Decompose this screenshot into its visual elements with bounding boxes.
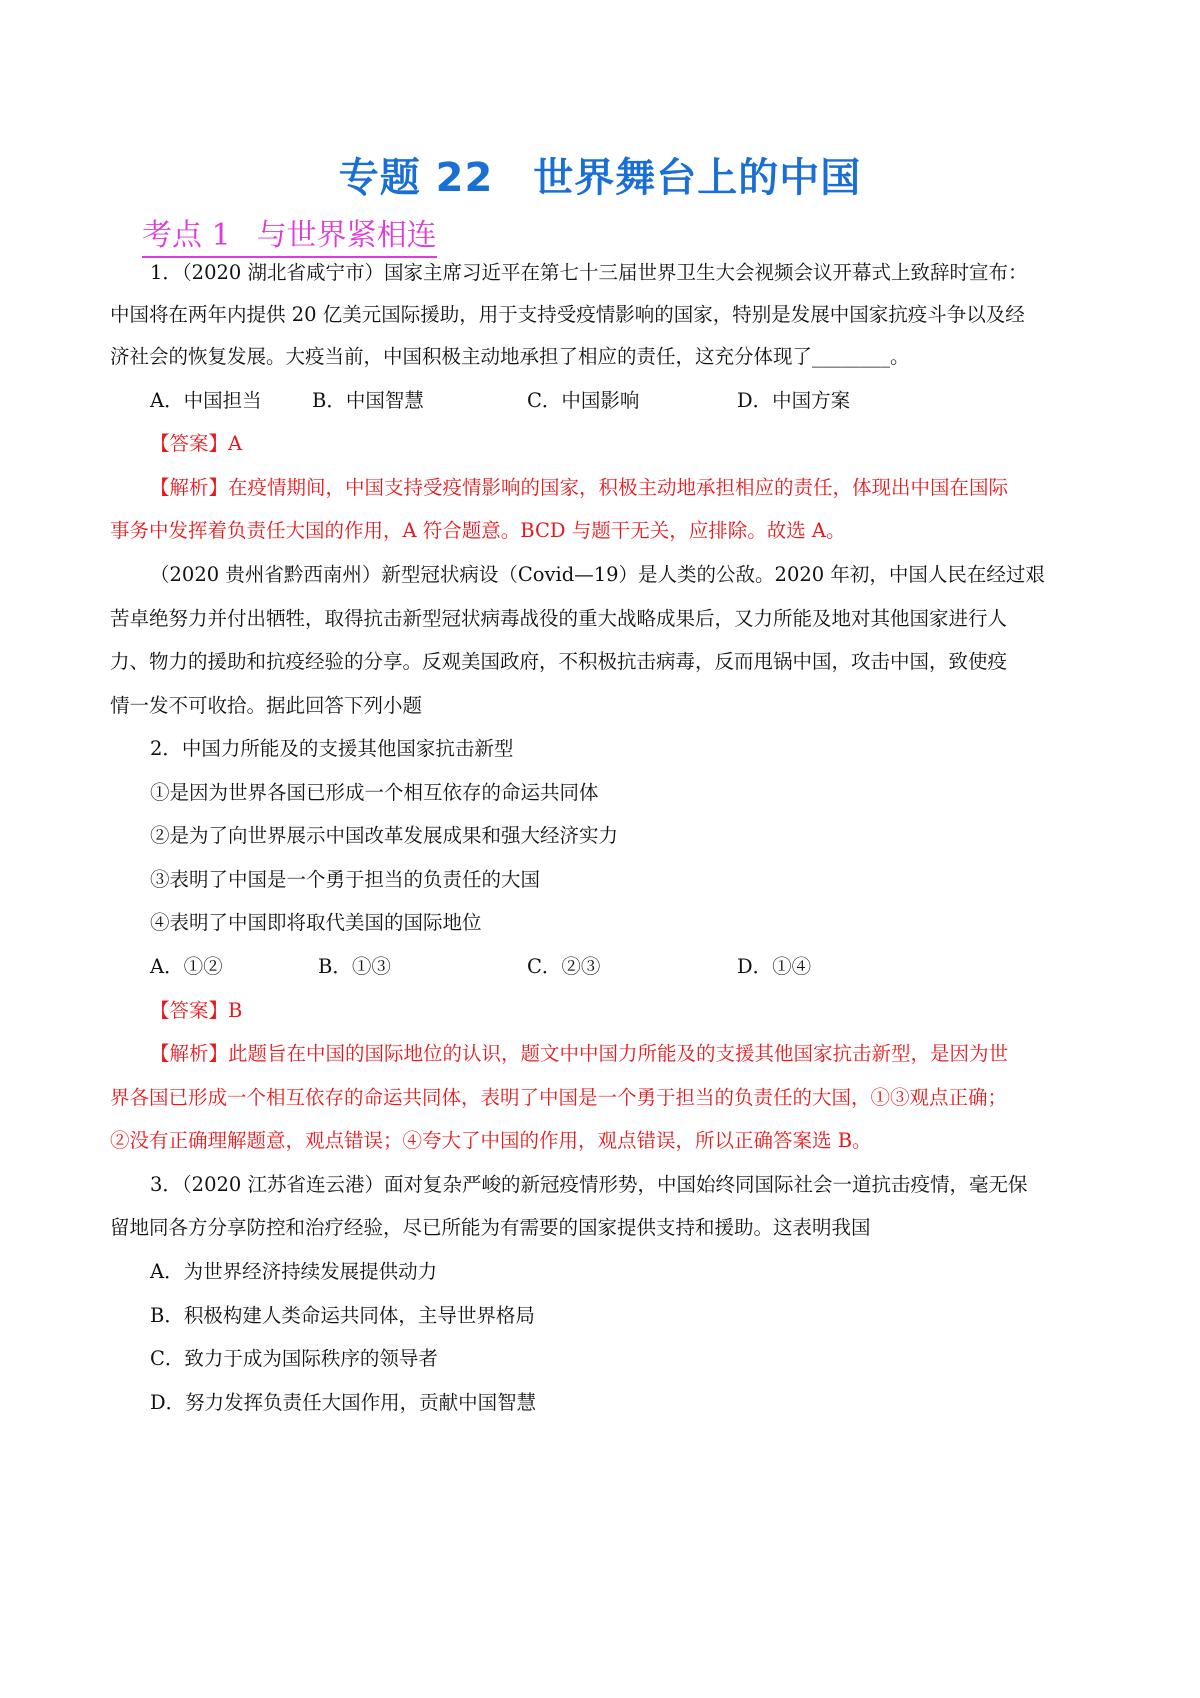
title-text: 世界舞台上的中国 xyxy=(533,155,862,201)
q1-option-d: D．中国方案 xyxy=(737,389,851,412)
q2-analysis-line: ②没有正确理解题意，观点错误；④夸大了中国的作用，观点错误，所以正确答案选 B。 xyxy=(110,1129,872,1152)
q2-analysis-line: 界各国已形成一个相互依存的命运共同体，表明了中国是一个勇于担当的负责任的大国，①③观点正确； xyxy=(110,1086,1008,1109)
q1-analysis-line: 事务中发挥着负责任大国的作用，A 符合题意。BCD 与题干无关，应排除。故选 A。 xyxy=(110,519,846,542)
material-line: 苦卓绝努力并付出牺牲，取得抗击新型冠状病毒战役的重大战略成果后，又力所能及地对其他国家进行人 xyxy=(110,607,1008,630)
q2-statement-2: ②是为了向世界展示中国改革发展成果和强大经济实力 xyxy=(150,824,619,847)
q2-analysis-line: 【解析】此题旨在中国的国际地位的认识，题文中中国力所能及的支援其他国家抗击新型，是因为世 xyxy=(150,1042,1009,1065)
q3-option-a: A．为世界经济持续发展提供动力 xyxy=(150,1260,438,1283)
q1-line: 1．（2020 湖北省咸宁市）国家主席习近平在第七十三届世界卫生大会视频会议开幕式上致辞时宣布： xyxy=(150,261,1028,284)
section-prefix: 考点 1 xyxy=(142,218,231,253)
q2-stem: 2．中国力所能及的支援其他国家抗击新型 xyxy=(150,737,514,760)
q3-option-b: B．积极构建人类命运共同体，主导世界格局 xyxy=(150,1304,535,1327)
q2-answer: 【答案】B xyxy=(150,999,243,1022)
q2-option-c: C．②③ xyxy=(527,955,601,978)
q3-option-c: C．致力于成为国际秩序的领导者 xyxy=(150,1347,438,1370)
q2-statement-4: ④表明了中国即将取代美国的国际地位 xyxy=(150,911,482,934)
q1-option-c: C．中国影响 xyxy=(527,389,640,412)
material-line: 情一发不可收拾。据此回答下列小题 xyxy=(110,694,423,717)
section-text: 与世界紧相连 xyxy=(256,218,437,253)
material-line: 力、物力的援助和抗疫经验的分享。反观美国政府，不积极抗击病毒，反而甩锅中国，攻击中国，致使疫 xyxy=(110,650,1008,673)
page-title xyxy=(0,146,1200,203)
q1-answer: 【答案】A xyxy=(150,432,243,455)
q1-analysis-line: 【解析】在疫情期间，中国支持受疫情影响的国家，积极主动地承担相应的责任，体现出中国在国际 xyxy=(150,476,1009,499)
q3-line: 3．（2020 江苏省连云港）面对复杂严峻的新冠疫情形势，中国始终同国际社会一道抗击疫情，毫无保 xyxy=(150,1173,1028,1196)
q1-line: 济社会的恢复发展。大疫当前，中国积极主动地承担了相应的责任，这充分体现了________。 xyxy=(110,345,910,368)
q3-option-d: D．努力发挥负责任大国作用，贡献中国智慧 xyxy=(150,1391,537,1414)
q1-option-b: B．中国智慧 xyxy=(312,389,424,412)
q2-option-d: D．①④ xyxy=(737,955,812,978)
title-prefix: 专题 22 xyxy=(338,155,494,201)
material-line: （2020 贵州省黔西南州）新型冠状病设（Covid—19）是人类的公敌。2020 年初，中国人民在经过艰 xyxy=(150,563,1045,586)
q3-line: 留地同各方分享防控和治疗经验，尽已所能为有需要的国家提供支持和援助。这表明我国 xyxy=(110,1216,871,1239)
q2-option-a: A．①② xyxy=(150,955,223,978)
q2-statement-3: ③表明了中国是一个勇于担当的负责任的大国 xyxy=(150,868,541,891)
q1-option-a: A．中国担当 xyxy=(150,389,262,412)
q2-statement-1: ①是因为世界各国已形成一个相互依存的命运共同体 xyxy=(150,781,599,804)
section-heading xyxy=(142,218,437,258)
q1-line: 中国将在两年内提供 20 亿美元国际援助，用于支持受疫情影响的国家，特别是发展中国家抗疫斗争以及经 xyxy=(110,303,1025,326)
q2-option-b: B．①③ xyxy=(318,955,391,978)
